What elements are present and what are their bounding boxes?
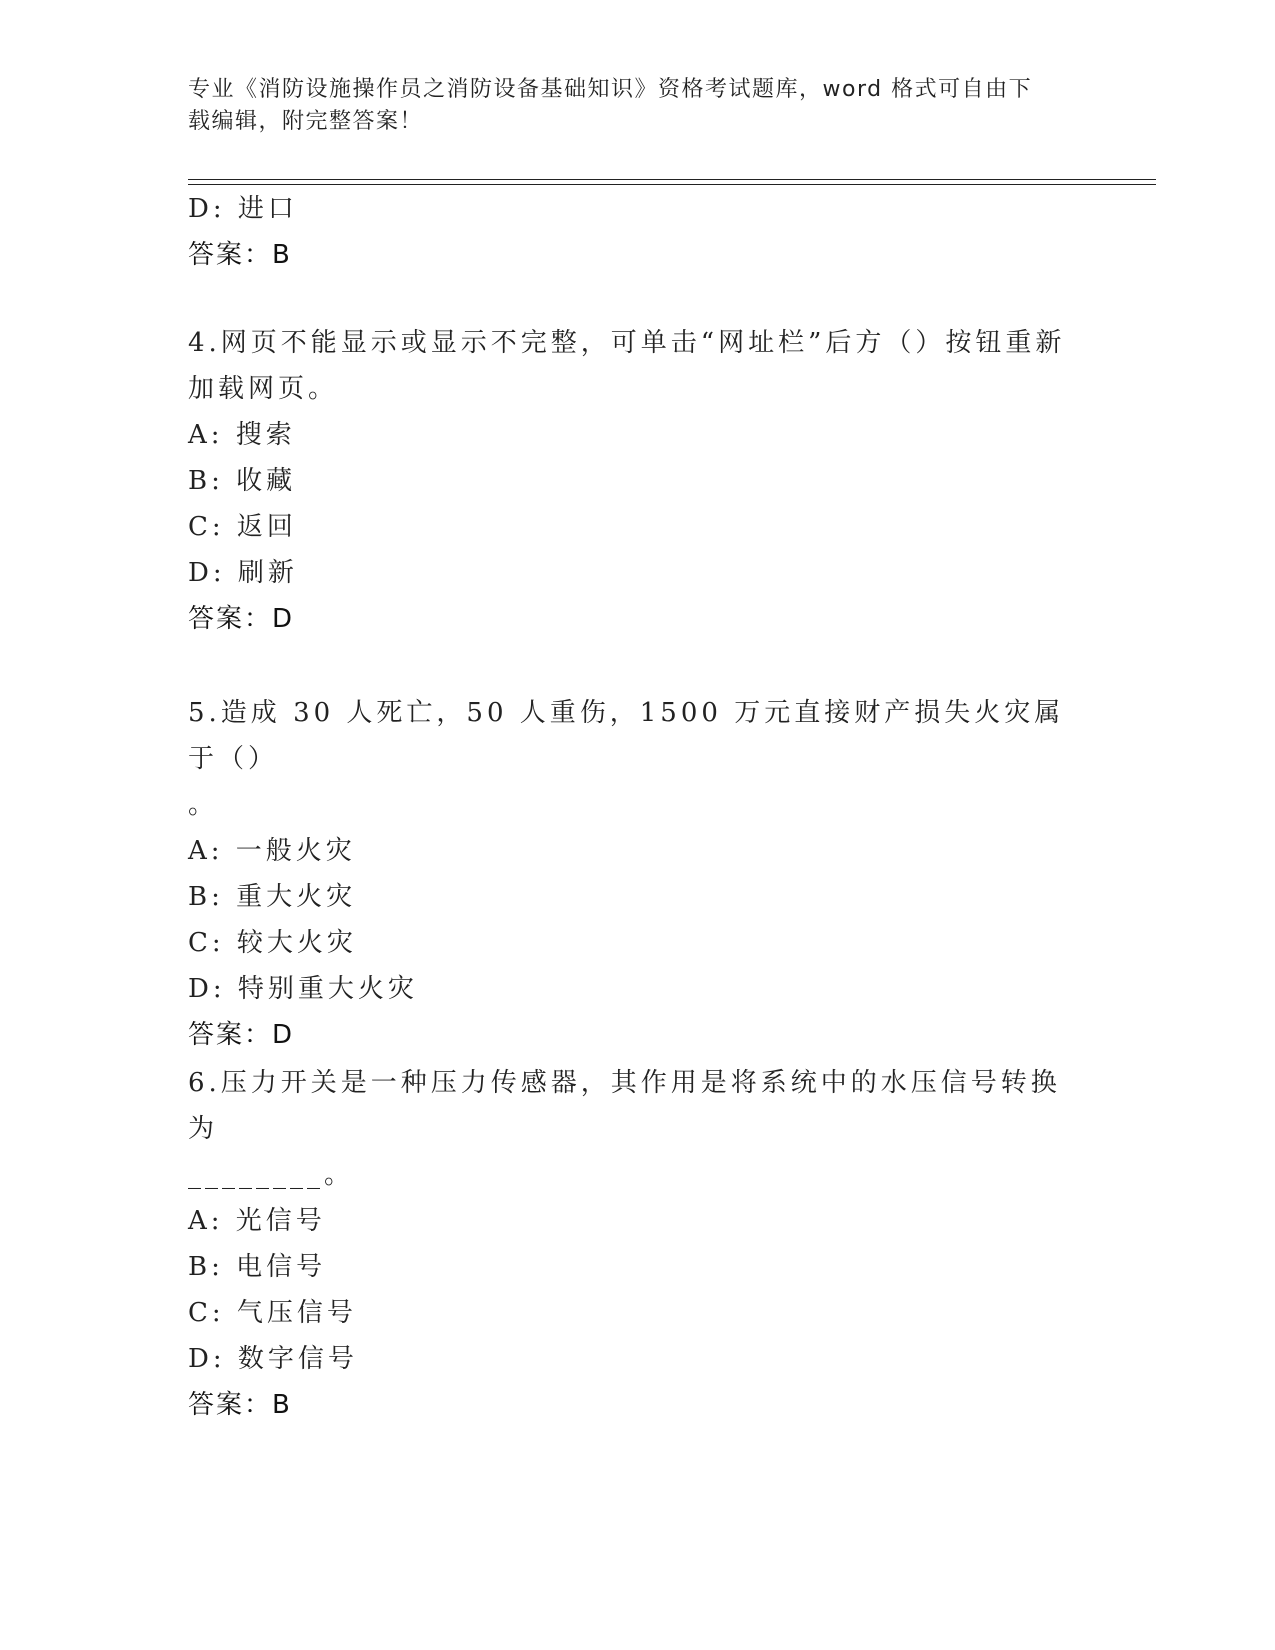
option-d: D: 进口	[188, 194, 298, 224]
question-text-line-2: 加载网页。	[188, 374, 339, 404]
answer: 答案：B	[188, 240, 292, 270]
option-a: A: 一般火灾	[188, 836, 356, 866]
header-divider-top	[188, 179, 1156, 180]
question-5	[188, 690, 1068, 1058]
option-b: B: 重大火灾	[188, 882, 357, 912]
option-d: D: 特别重大火灾	[188, 974, 418, 1004]
question-text-line-1: 6.压力开关是一种压力传感器，其作用是将系统中的水压信号转换为	[188, 1068, 1061, 1144]
option-b: B: 电信号	[188, 1252, 327, 1282]
option-a: A: 光信号	[188, 1206, 326, 1236]
prev-question-tail	[188, 186, 1068, 278]
header-line-2: 载编辑，附完整答案！	[188, 109, 424, 134]
question-4	[188, 320, 1068, 642]
option-d: D: 数字信号	[188, 1344, 358, 1374]
question-text-line-1: 5.造成 30 人死亡，50 人重伤，1500 万元直接财产损失火灾属于（）	[188, 698, 1065, 774]
option-c: C: 返回	[188, 512, 297, 542]
answer: 答案：D	[188, 1020, 295, 1050]
question-text-line-2: ________。	[188, 1160, 355, 1190]
answer: 答案：B	[188, 1390, 292, 1420]
option-a: A: 搜索	[188, 420, 296, 450]
question-6	[188, 1060, 1068, 1428]
header-line-1: 专业《消防设施操作员之消防设备基础知识》资格考试题库，word 格式可自由下	[188, 77, 1033, 102]
header-divider-bottom	[188, 184, 1156, 185]
answer: 答案：D	[188, 604, 295, 634]
question-text-line-1: 4.网页不能显示或显示不完整，可单击“网址栏”后方（）按钮重新	[188, 328, 1066, 358]
question-text-line-2: 。	[188, 790, 219, 820]
option-b: B: 收藏	[188, 466, 297, 496]
document-header	[188, 74, 1088, 138]
option-c: C: 气压信号	[188, 1298, 357, 1328]
option-d: D: 刷新	[188, 558, 298, 588]
option-c: C: 较大火灾	[188, 928, 357, 958]
